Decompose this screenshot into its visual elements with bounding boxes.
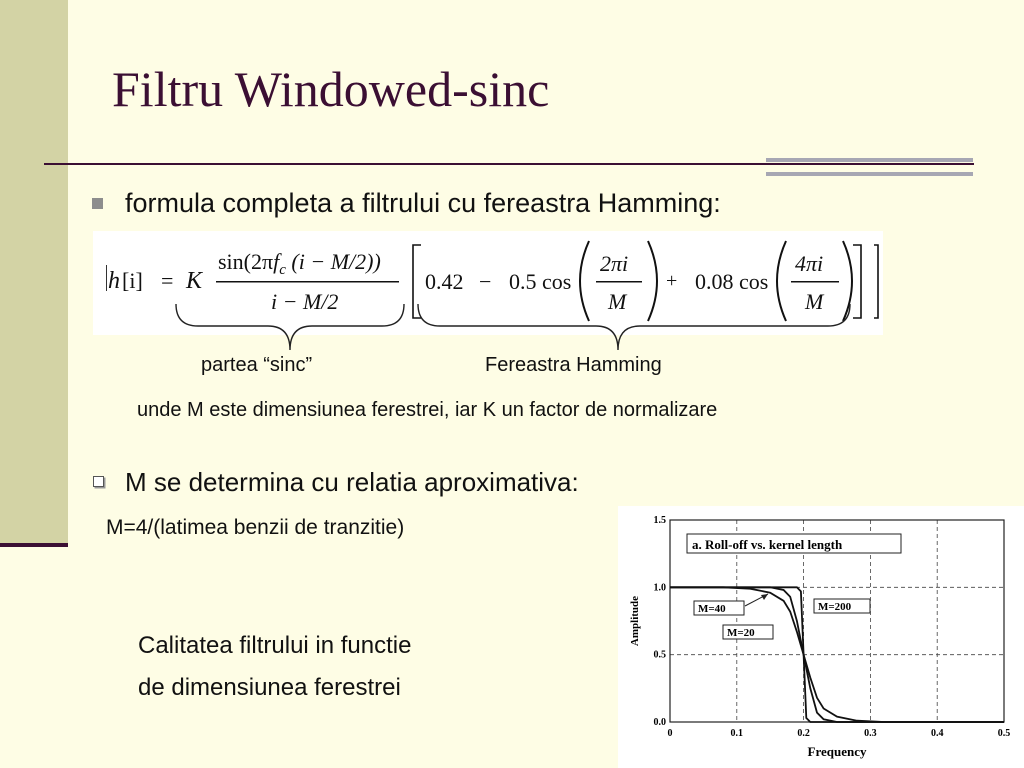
sinc-numerator: $\sin(2\pi f_c$ (i − M/2)) [218, 249, 381, 278]
formula-h: h [108, 268, 120, 294]
bullet-relation-text: M se determina cu relatia aproximativa: [125, 467, 579, 497]
chart-xlabel: Frequency [807, 744, 867, 759]
frac1-numerator: 2πi [600, 251, 629, 276]
annotation-m40: M=40 [698, 603, 726, 615]
x-tick-label-3: 0.3 [864, 728, 877, 739]
formula-k: K [186, 268, 203, 294]
slide-title: Filtru Windowed-sinc [112, 61, 550, 117]
x-tick-label-0: 0 [667, 728, 673, 739]
formula-plus: + [666, 270, 678, 292]
frac2-numerator: 4πi [795, 251, 824, 276]
caption-line-1: Calitatea filtrului in functie [138, 632, 412, 659]
coef-008cos: 0.08 cos [695, 269, 769, 294]
bullet-hollow-square-icon [93, 476, 104, 487]
brace-sinc [176, 304, 404, 350]
y-tick-label-1: 0.5 [653, 649, 666, 661]
label-sinc-part: partea “sinc” [201, 354, 313, 376]
x-tick-label-1: 0.1 [730, 728, 744, 739]
annotation-m20: M=20 [727, 627, 755, 639]
annotation-m200: M=200 [818, 601, 852, 613]
x-tick-label-4: 0.4 [930, 728, 944, 739]
coef-042: 0.42 [425, 269, 464, 294]
y-tick-label-0: 0.0 [653, 717, 666, 728]
sinc-denominator: i − M/2 [271, 289, 339, 314]
formula-index: [i] [122, 268, 143, 293]
bullet-formula-text: formula completa a filtrului cu fereastra Hamming: [125, 188, 721, 218]
x-tick-label-2: 0.2 [797, 728, 810, 739]
frac2-denominator: M [805, 289, 824, 314]
label-hamming-window: Fereastra Hamming [485, 354, 662, 376]
formula-minus: − [479, 269, 492, 294]
rolloff-chart [618, 506, 1024, 768]
y-tick-label-2: 1.0 [653, 582, 666, 594]
brace-hamming [418, 304, 850, 350]
coef-05cos: 0.5 cos [509, 269, 572, 294]
caption-line-2: de dimensiunea ferestrei [138, 674, 401, 701]
sidebar-footer-bar [0, 543, 68, 547]
chart-title: a. Roll-off vs. kernel length [692, 537, 843, 552]
y-tick-label-3: 1.5 [653, 515, 666, 526]
chart-ylabel: Amplitude [629, 595, 641, 647]
formula-equals: = [161, 268, 174, 293]
underbraces [0, 0, 1024, 360]
relation-formula: M=4/(latimea benzii de tranzitie) [106, 516, 405, 539]
frac1-denominator: M [608, 289, 627, 314]
x-tick-label-5: 0.5 [997, 728, 1011, 739]
note-text: unde M este dimensiunea ferestrei, iar K un factor de normalizare [137, 399, 718, 421]
